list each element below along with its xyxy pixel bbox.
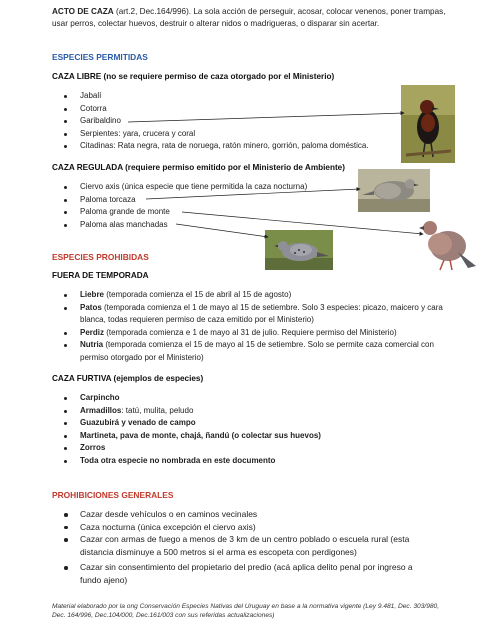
fuera-temporada-title: FUERA DE TEMPORADA [52, 271, 149, 280]
caza-regulada-title: CAZA REGULADA (requiere permiso emitido por el Ministerio de Ambiente) [52, 163, 345, 172]
list-item: Nutria (temporada comienza el 15 de mayo al 15 de setiembre. Solo se permite caza comercial con permiso otorgado por el Ministerio) [52, 339, 444, 364]
list-item: Jabalí [52, 90, 412, 103]
list-item: Perdiz (temporada comienza e 1 de mayo al 31 de julio. Requiere permiso del Ministerio) [52, 327, 444, 340]
list-item: Toda otra especie no nombrada en este documento [52, 455, 444, 468]
list-item: Patos (temporada comienza el 1 de mayo al 15 de setiembre. Solo 3 especies: picazo, maicero y cara blanca, todas requieren permiso de caza emitido por el Ministerio) [52, 302, 444, 327]
list-item: Paloma grande de monte [52, 206, 372, 219]
arrow-paloma-grande-de-monte [182, 212, 423, 234]
list-item: Cotorra [52, 103, 412, 116]
fuera-temporada-list [52, 289, 444, 364]
prohibiciones-generales-list [52, 508, 432, 586]
list-item: Zorros [52, 442, 444, 455]
section-generales-title: PROHIBICIONES GENERALES [52, 490, 174, 500]
list-item: Paloma torcaza [52, 194, 372, 207]
list-item: Caza nocturna (única excepción el ciervo axis) [52, 521, 432, 534]
list-item: Garibaldino [52, 115, 412, 128]
footer-note: Material elaborado por la ong Conservación Especies Nativas del Uruguay en base a la normativa vigente (Ley 9.481, Dec. 303/980, Dec. 164/996, Dec.104/000, Dec.161/003 con sus referidas actualizaciones) [52, 603, 440, 619]
list-item: Guazubirá y venado de campo [52, 417, 444, 430]
caza-libre-title: CAZA LIBRE (no se requiere permiso de caza otorgado por el Ministerio) [52, 72, 335, 81]
list-item: Martineta, pava de monte, chajá, ñandú (o colectar sus huevos) [52, 430, 444, 443]
list-item: Paloma alas manchadas [52, 219, 372, 232]
intro-text: (art.2, Dec.164/996). La sola acción de perseguir, acosar, colocar venenos, poner trampas, usar perros, colectar huevos, destruir o alterar nidos o madrigueras, o disparar sin acertar. [52, 7, 446, 28]
list-item: Cazar desde vehículos o en caminos vecinales [52, 508, 432, 521]
list-item: Cazar con armas de fuego a menos de 3 km de un centro poblado o escuela rural (esta distancia disminuye a 500 metros si el arma es escopeta con perdigones) [52, 533, 432, 558]
arrow-paloma-alas-manchadas [176, 224, 268, 237]
caza-furtiva-title: CAZA FURTIVA (ejemplos de especies) [52, 374, 204, 383]
list-item: Cazar sin consentimiento del propietario del predio (acá aplica delito penal por ingreso a fundo ajeno) [52, 561, 432, 586]
section-permitidas-title: ESPECIES PERMITIDAS [52, 52, 148, 62]
list-item: Serpientes: yara, crucera y coral [52, 128, 412, 141]
list-item: Citadinas: Rata negra, rata de noruega, ratón minero, gorrión, paloma doméstica. [52, 140, 412, 153]
arrow-paloma-torcaza [146, 189, 360, 199]
section-prohibidas-title: ESPECIES PROHIBIDAS [52, 252, 149, 262]
list-item: Ciervo axis (única especie que tiene permitida la caza nocturna) [52, 181, 372, 194]
arrow-garibaldino [128, 113, 404, 122]
list-item: Carpincho [52, 392, 444, 405]
caza-furtiva-list [52, 392, 444, 467]
list-item: Liebre (temporada comienza el 15 de abril al 15 de agosto) [52, 289, 444, 302]
list-item: Armadillos: tatú, mulita, peludo [52, 405, 444, 418]
intro-lead: ACTO DE CAZA [52, 7, 114, 16]
